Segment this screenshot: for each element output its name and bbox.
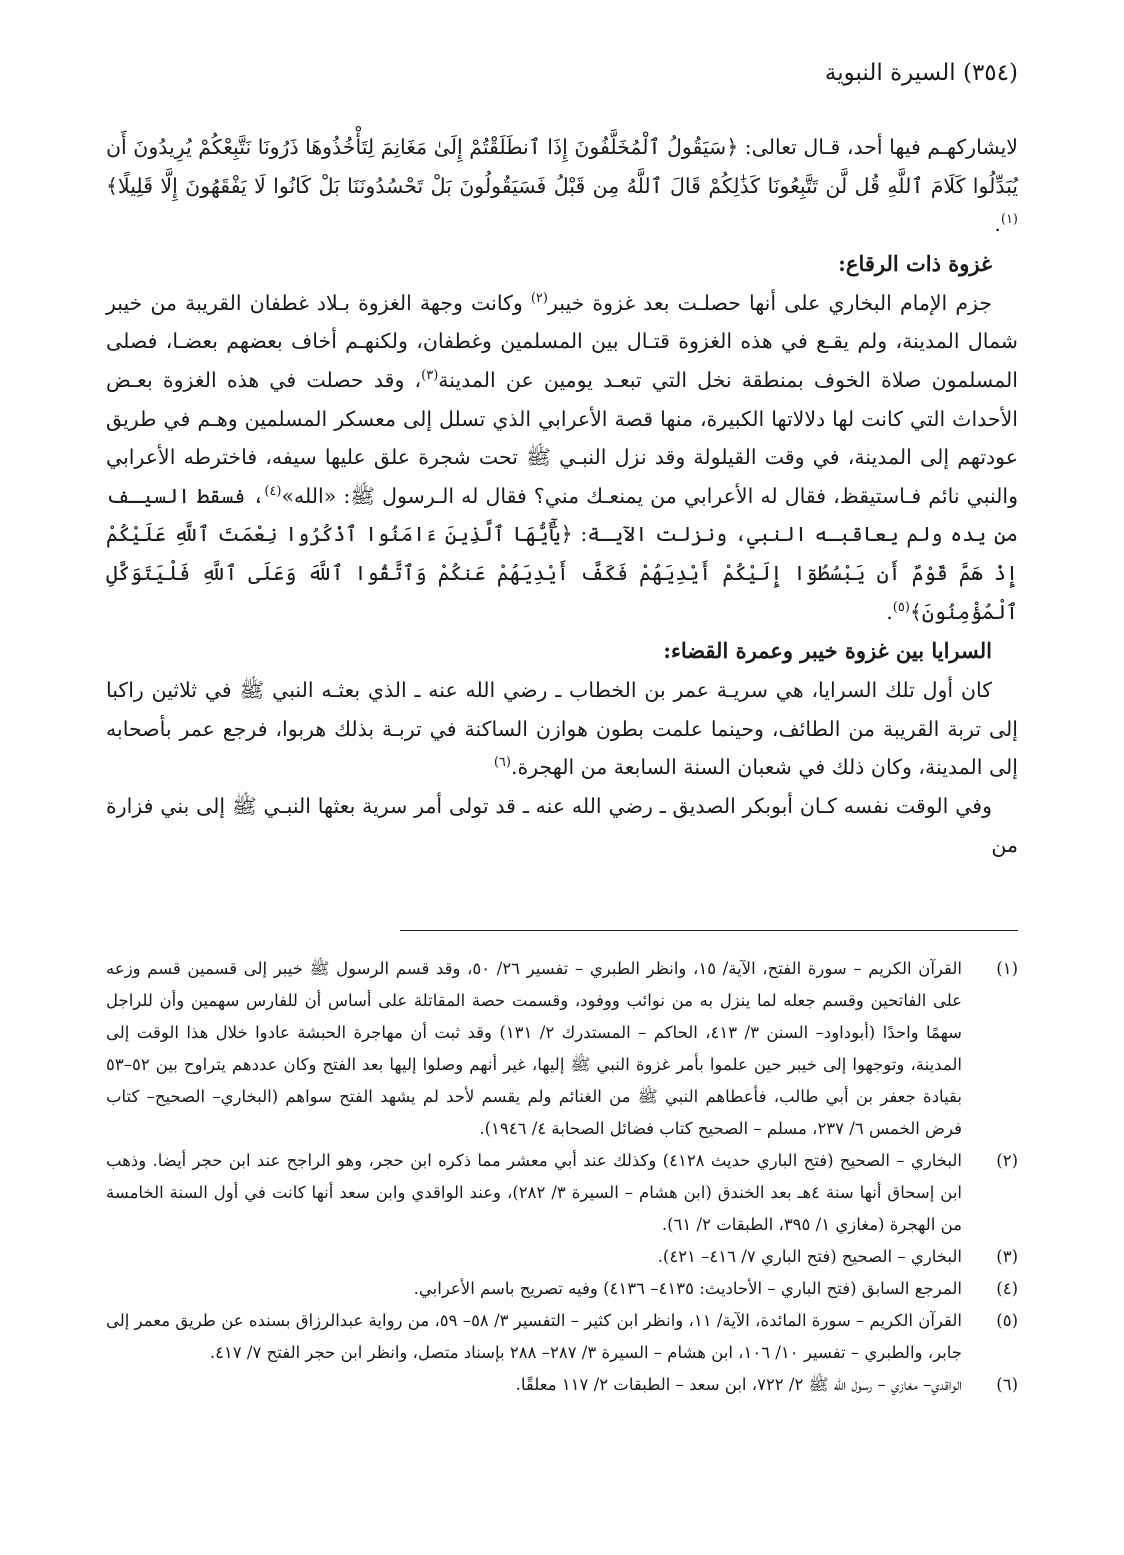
footnote-number: (٤) (996, 1279, 1018, 1298)
footnote-reference[interactable]: (٥) (892, 599, 910, 615)
footnote (106, 1273, 1018, 1305)
footnotes (106, 953, 1018, 1401)
footnote (106, 1241, 1018, 1273)
quran-verse: ﴿سَيَقُولُ ٱلْمُخَلَّفُونَ إِذَا ٱنطَلَقْتُمْ إِلَىٰ مَغَانِمَ لِتَأْخُذُوهَا ذَرُونَا نَتَّبِعْكُمْ يُرِيدُونَ أَن يُبَدِّلُوا كَلَامَ ٱللَّهِ قُل لَّن تَتَّبِعُونَا كَذَٰلِكُمْ قَالَ ٱللَّهُ مِن قَبْلُ فَسَيَقُولُونَ بَلْ تَحْسُدُونَنَا بَلْ كَانُوا لَا يَفْقَهُونَ إِلَّا قَلِيلًا﴾ (106, 135, 1018, 198)
paragraph-text: جزم الإمام البخاري على أنها حصلـت بعد غزوة خيبر (547, 290, 992, 315)
footnote (106, 1145, 1018, 1241)
paragraph-text: كان أول تلك السرايا، هي سريـة عمر بن الخطاب ـ رضي الله عنه ـ الذي بعثـه النبي ﷺ في ثلاثين راكبا إلى تربة القريبة من الطائف، وحينما علمت بطون هوازن الساكنة في تربـة بذلك هربوا، فرجع عمر بأصحابه إلى المدينة، وكان ذلك في شعبان السنة السابعة من الهجرة. (106, 678, 1018, 780)
paragraph (106, 787, 1018, 864)
footnote (106, 1369, 1018, 1401)
footnote-number: (٣) (996, 1247, 1018, 1266)
paragraph-text: . (886, 599, 893, 624)
running-head: (٣٥٤) السيرة النبوية (824, 60, 1018, 86)
paragraph-text: وفي الوقت نفسه كـان أبوبكر الصديق ـ رضي الله عنه ـ قد تولى أمر سرية بعثها النبـي ﷺ إلى بني فزارة من (106, 793, 1018, 857)
section-heading: السرايا بين غزوة خيبر وعمرة القضاء: (663, 638, 992, 664)
footnote (106, 953, 1018, 1145)
footnote-number: (٦) (996, 1375, 1018, 1394)
paragraph-text: ، وقد حصلت في هذه الغزوة بعـض الأحداث التي كانت لها دلالاتها الكبيرة، منها قصة الأعرابي الذي تسلل إلى معسكر المسلمين وهـم في طريق عودتهم إلى المدينة، في وقت القيلولة وقد نزل النبـي ﷺ تحت شجرة علق عليها سيفه، فاخترطه الأعرابي والنبي نائم فـاستيقظ، فقال له الأعرابي من يمنعـك مني؟ فقال له الـرسول ﷺ: «الله» (106, 367, 1018, 508)
paragraph-text: ، فسقط السيـف من يده ولم يعاقبـه النبي، ونزلت الآيـة: (106, 483, 1018, 547)
footnote-reference[interactable]: (٣) (421, 368, 439, 384)
paragraph-text: لايشاركهـم فيها أحد، قـال تعالى: (738, 135, 1018, 159)
footnote-reference[interactable]: (٦) (493, 755, 511, 771)
footnote-separator (400, 930, 1018, 931)
paragraph-text: وكانت وجهة الغزوة بـلاد غطفان القريبة من خيبر شمال المدينة، ولم يقـع في هذه الغزوة قتـال بين المسلمين وغطفان، ولكنهـم أخاف بعضهم بعضـا، فصلى المسلمون صلاة الخوف بمنطقة نخل التي تبعـد يومين عن المدينة (106, 290, 1018, 392)
footnote-text: البخاري – الصحيح (فتح الباري حديث ٤١٢٨) وكذلك عند أبي معشر مما ذكره ابن حجر، وهو الراجح عند ابن حجر أيضا. وذهب ابن إسحاق أنها سنة ٤هـ بعد الخندق (ابن هشام – السيرة ٣/ ٢٨٢)، وعند الواقدي وابن سعد أنها كانت في أول السنة الخامسة من الهجرة (مغازي ١/ ٣٩٥، الطبقات ٢/ ٦١). (106, 1151, 962, 1234)
footnote-text: البخاري – الصحيح (فتح الباري ٧/ ٤١٦– ٤٢١). (657, 1247, 962, 1266)
footnote-text: القرآن الكريم – سورة الفتح، الآية/ ١٥، وانظر الطبري – تفسير ٢٦/ ٥٠، وقد قسم الرسول ﷺ خيبر إلى قسمين قسم وزعه على الفاتحين وقسم جعله لما ينزل به من نوائب ووفود، وقسمت حصة المقاتلة على أساس أن للفارس سهمين وأن للراجل سهمًا واحدًا (أبوداود– السنن ٣/ ٤١٣، الحاكم – المستدرك ٢/ ١٣١) وقد ثبت أن مهاجرة الحبشة عادوا خلال هذا الوقت إلى المدينة، وتوجهوا إلى خيبر حين علموا بأمر غزوة النبي ﷺ إليها، غير أنهم وصلوا إليها بعد الفتح وكان عددهم يتراوح بين ٥٢–٥٣ بقيادة جعفر بن أبي طالب، فأعطاهم النبي ﷺ من الغنائم ولم يقسم لأحد لم يشهد الفتح سواهم (البخاري– الصحيح– كتاب فرض الخمس ٦/ ٢٣٧، مسلم – الصحيح كتاب فضائل الصحابة ٤/ ١٩٤٦). (106, 959, 962, 1138)
paragraph (106, 284, 1018, 631)
footnote-reference[interactable]: (٢) (530, 290, 548, 306)
footnote-reference[interactable]: (٤) (264, 483, 282, 499)
footnote (106, 1305, 1018, 1369)
paragraph-text: . (994, 212, 1001, 237)
paragraph (106, 128, 1018, 244)
footnote-number: (١) (996, 959, 1018, 978)
quran-verse: ﴿يَٰٓأَيُّهَا ٱلَّذِينَ ءَامَنُوا ٱذْكُرُوا نِعْمَتَ ٱللَّهِ عَلَيْكُمْ إِذْ هَمَّ قَوْمٌ أَن يَبْسُطُوٓا إِلَيْكُمْ أَيْدِيَهُمْ فَكَفَّ أَيْدِيَهُمْ عَنكُمْ وَٱتَّقُوا ٱللَّهَ وَعَلَى ٱللَّهِ فَلْيَتَوَكَّلِ ٱلْمُؤْمِنُونَ﴾ (106, 522, 1018, 624)
footnote-text: القرآن الكريم – سورة المائدة، الآية/ ١١، وانظر ابن كثير – التفسير ٣/ ٥٨– ٥٩، من رواية عبدالرزاق بسنده عن طريق معمر إلى جابر، والطبري – تفسير ١٠/ ١٠٦، ابن هشام – السيرة ٣/ ٢٨٧– ٢٨٨ بإسناد متصل، وانظر ابن حجر الفتح ٧/ ٤١٧. (106, 1311, 962, 1362)
footnote-text: المرجع السابق (فتح الباري – الأحاديث: ٤١٣٥– ٤١٣٦) وفيه تصريح باسم الأعرابي. (413, 1279, 962, 1298)
footnote-number: (٥) (996, 1311, 1018, 1330)
paragraph (106, 671, 1018, 787)
section-heading: غزوة ذات الرقاع: (838, 250, 992, 276)
footnote-reference[interactable]: (١) (1000, 212, 1018, 228)
main-text (106, 128, 1018, 864)
footnote-number: (٢) (996, 1151, 1018, 1170)
footnote-text: الواقدي– مغازي – رسول الله ﷺ ٢/ ٧٢٢، ابن سعد – الطبقات ٢/ ١١٧ معلقًا. (515, 1375, 962, 1394)
